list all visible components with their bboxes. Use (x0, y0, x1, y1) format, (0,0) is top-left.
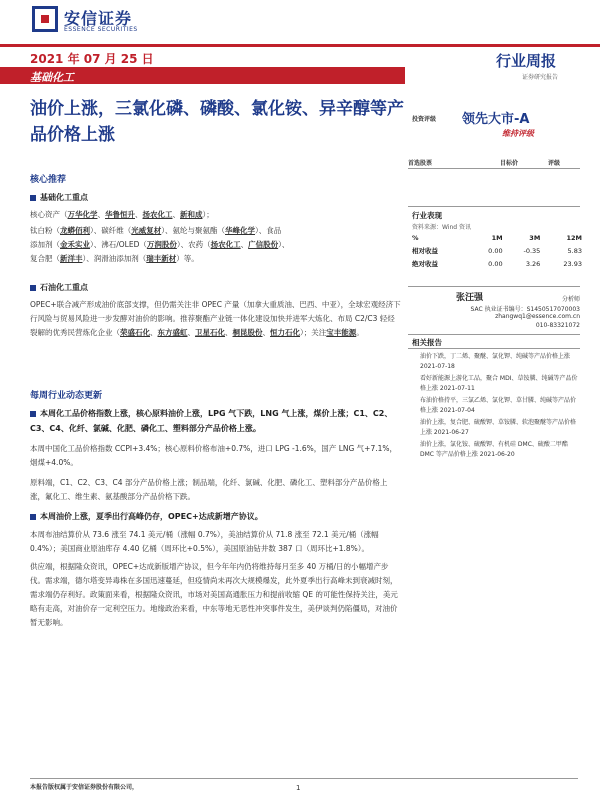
table-row: 相对收益 0.00 -0.35 5.83 (412, 246, 582, 255)
stock-link[interactable]: 华峰化学 (225, 226, 255, 235)
sector-label: 基础化工 (30, 71, 74, 84)
basic-chem-body: 核心资产（万华化学、华鲁恒升、扬农化工、新和成）； 钛白粉（龙蟒佰利）、碳纤维（光威复材）、氨纶与聚氨酯（华峰化学）、食品 添加剂（金禾实业）、沸石/OLED（万润股份）、农药（扬农化工、广信股份）、 复合肥（新洋丰）、润滑油添加剂（瑞丰新材）等。 (30, 210, 290, 263)
stock-link[interactable]: 万润股份 (146, 240, 177, 249)
table-row: 绝对收益 0.00 3.26 23.93 (412, 259, 582, 268)
related-report-link[interactable]: 布油价格持平，三氯乙烯、氯化钾、草甘膦、纯碱等产品价格上涨 2021-07-04 (420, 397, 577, 414)
analyst-divider (408, 286, 580, 287)
analyst-email[interactable]: zhangwq1@essence.com.cn (495, 313, 580, 320)
weekly-p1-head: 本周化工品价格指数上涨，核心原料油价上涨，LPG 气下跌，LNG 气上涨，煤价上涨；C1、C2、C3、C4、化纤、氯碱、化肥、磷化工、塑料部分产品价格上涨。 (30, 409, 393, 433)
stock-link[interactable]: 扬农化工 (142, 210, 173, 219)
stock-link[interactable]: 华鲁恒升 (105, 210, 135, 219)
stock-link[interactable]: 金禾实业 (60, 240, 90, 249)
weekly-heading: 每周行业动态更新 (30, 391, 103, 401)
weekly-p2: 原料端，C1、C2、C3、C4 部分产品价格上涨；制品端，化纤、氯碱、化肥、磷化工、塑料部分产品价格上涨，氟化工、维生素、氨基酸部分产品价格下跌。 (30, 478, 388, 501)
related-heading: 相关报告 (412, 338, 442, 347)
stock-link[interactable]: 东方盛虹 (157, 328, 188, 337)
stock-link[interactable]: 桐昆股份 (232, 328, 263, 337)
stock-link[interactable]: 扬农化工 (210, 240, 241, 249)
stock-link[interactable]: 荣盛石化 (120, 328, 150, 337)
stock-link[interactable]: 广信股份 (248, 240, 279, 249)
related-report-link[interactable]: 看好新能源上游化工品，聚合 MDI、草铵膦、纯碱等产品价格上涨 2021-07-11 (420, 375, 578, 392)
col-target: 目标价 (500, 160, 519, 167)
stock-link[interactable]: 万华化学 (67, 210, 98, 219)
bullet-square-icon (30, 411, 36, 417)
perf-top-divider (408, 206, 580, 207)
analyst-name: 张汪强 (456, 293, 484, 303)
petrochem-heading: 石油化工重点 (30, 282, 88, 293)
col-rating: 评级 (548, 160, 561, 167)
footer-divider (30, 778, 578, 779)
stock-link[interactable]: 恒力石化 (270, 328, 300, 337)
stock-link[interactable]: 瑞丰新材 (146, 254, 177, 263)
core-heading: 核心推荐 (30, 175, 67, 185)
header-divider (0, 44, 600, 47)
stock-divider (408, 168, 580, 169)
related-report-link[interactable]: 油价上涨，复合肥、硫酸钾、草铵膦、软泡聚醚等产品价格上涨 2021-06-27 (420, 419, 577, 436)
rating-value: 领先大市-A (462, 112, 530, 127)
related-report-link[interactable]: 油价上涨，氯化铵、硫酸钾、有机硅 DMC、硫酸二甲酯 DMC 等产品价格上涨 2021-06-20 (420, 441, 568, 458)
report-type: 行业周报 (496, 52, 557, 70)
sector-banner (0, 67, 405, 84)
page-number: 1 (296, 784, 301, 792)
weekly-p1: 本周中国化工品价格指数 CCPI+3.4%；核心原料价格布油+0.7%，进口 LPG -1.6%，国产 LNG 气+7.1%，烟煤+4.0%。 (30, 444, 398, 467)
bullet-square-icon (30, 285, 36, 291)
rating-sub: 维持评级 (502, 129, 534, 138)
related-report-link[interactable]: 油价下跌，丁二烯、聚醚、氯化钾、纯碱等产品价格上涨 2021-07-18 (420, 353, 571, 370)
stock-link[interactable]: 新和成 (180, 210, 203, 219)
weekly-p4: 供应端，根据隆众资讯，OPEC+达成新版增产协议，但今年年内仍将维持每月至多 40 万桶/日的小幅增产步伐。需求端，德尔塔变异毒株在多国迅速蔓延，但疫情尚未再次大规模爆发，此外夏季出行高峰未到衰减时刻，需求端仍存利好。政策面来看，根据隆众资讯，市场对美国高通胀压力和提前收缩 QE 的可能性保持关注，美元略有走高，对油价存一定利空压力。地缘政治来看，中东等地无恶性冲突事件发生，美伊谈判仍陷僵局，对油价暂无影响。 (30, 562, 398, 627)
perf-source: 资料来源：Wind 资讯 (412, 224, 471, 231)
stock-link[interactable]: 光威复材 (131, 226, 162, 235)
col-stock: 首选股票 (408, 160, 433, 167)
perf-heading: 行业表现 (412, 211, 442, 220)
footer-disclaimer: 本报告版权属于安信证券股份有限公司， (30, 784, 139, 791)
report-title: 油价上涨，三氯化磷、磷酸、氯化铵、异辛醇等产品价格上涨 (30, 99, 404, 145)
stock-link[interactable]: 新洋丰 (60, 254, 83, 263)
related-list (420, 352, 580, 460)
stock-link[interactable]: 龙蟒佰利 (60, 226, 90, 235)
logo-text-en: ESSENCE SECURITIES (64, 26, 138, 33)
weekly-p3-head: 本周油价上涨，夏季出行高峰仍存，OPEC+达成新增产协议。 (30, 510, 402, 524)
analyst-phone: 010-83321072 (535, 322, 580, 329)
rating-label: 投资评级 (412, 116, 437, 123)
weekly-body (30, 406, 402, 630)
analyst-sac: SAC 执业证书编号：S1450517070003 (470, 306, 580, 313)
bullet-square-icon (30, 195, 36, 201)
basic-chem-heading: 基础化工重点 (30, 192, 88, 203)
perf-table (412, 232, 582, 270)
related-divider-2 (408, 348, 580, 349)
stock-link[interactable]: 卫星石化 (195, 328, 225, 337)
related-divider (408, 334, 580, 335)
analyst-role: 分析师 (561, 296, 580, 303)
bullet-square-icon (30, 514, 36, 520)
petrochem-body: OPEC+联合减产形成油价底部支撑，但仍需关注非 OPEC 产量（加拿大重质油、巴西、中亚），全球宏观经济下行风险与贸易风险进一步发酵对油价的影响。推荐聚酯产业链一体化建设加快并进军大炼化、布局 C2/C3 轻烃裂解的优秀民营炼化企业（荣盛石化、东方盛虹、卫星石化、桐昆股份、恒力石化）；关注宝丰能源。 (30, 300, 401, 337)
logo-mark (32, 6, 58, 32)
stock-link[interactable]: 宝丰能源 (326, 328, 357, 337)
report-subtype: 证券研究报告 (522, 74, 559, 81)
weekly-p3: 本周布油结算价从 73.6 涨至 74.1 美元/桶（涨幅 0.7%），美油结算价从 71.8 涨至 72.1 美元/桶（涨幅 0.4%）；美国商业原油库存 4.40 亿桶（周环比+0.5%），美国原油钻井数 387 口（周环比+1.8%）。 (30, 530, 379, 553)
report-date: 2021 年 07 月 25 日 (30, 52, 154, 66)
perf-header-row: % 1M 3M 12M (412, 234, 582, 242)
logo-text-cn: 安信证券 (64, 9, 133, 28)
